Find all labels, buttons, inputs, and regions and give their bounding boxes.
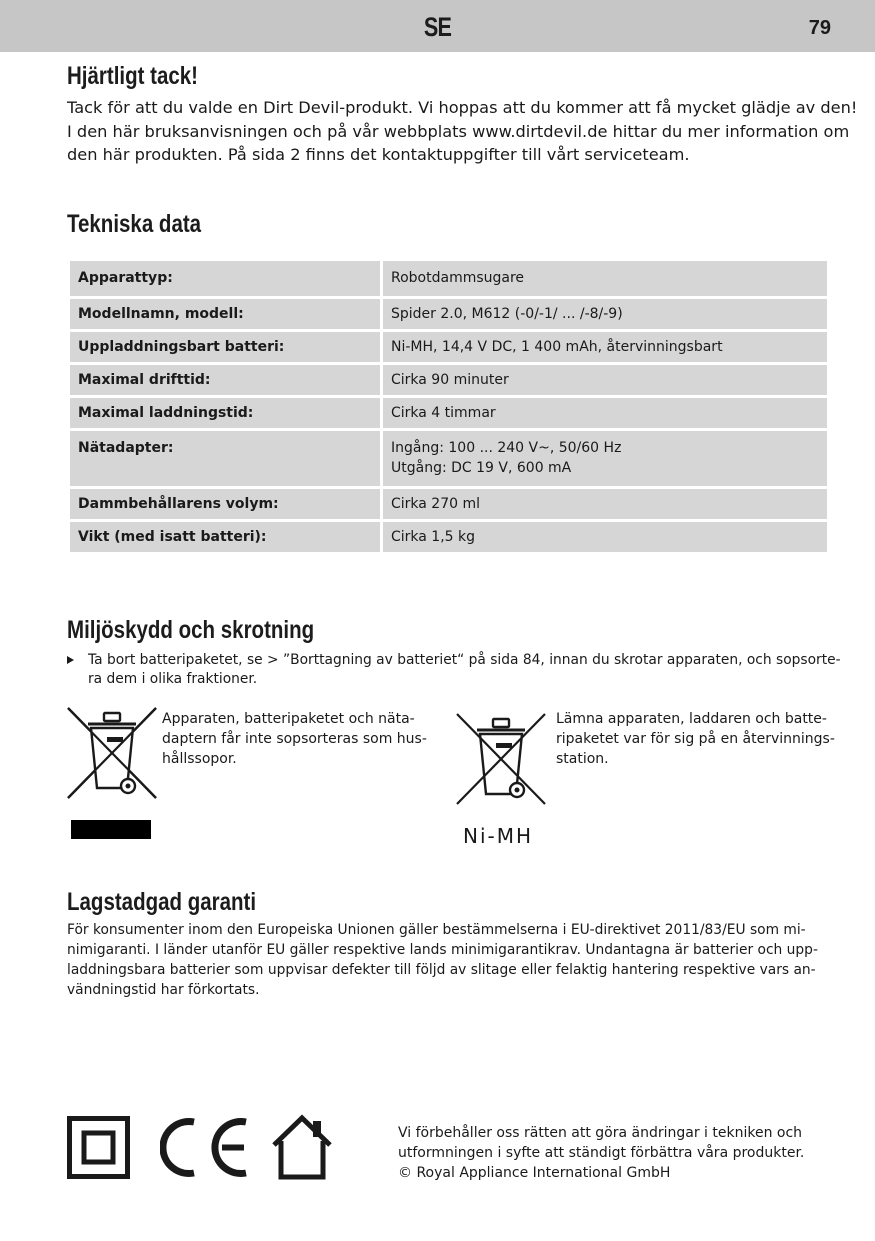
notice-line: Apparaten, batteripaketet och näta- <box>162 711 415 727</box>
thanks-line: Tack för att du valde en Dirt Devil-produkt. Vi hoppas att du kommer att få mycket glädje av den! <box>67 98 858 117</box>
spec-row <box>70 299 827 329</box>
spec-value-line: Cirka 4 timmar <box>391 405 496 421</box>
double-insulation-icon <box>67 1116 130 1179</box>
spec-value-line: Utgång: DC 19 V, 600 mA <box>391 460 572 476</box>
language-code: SE <box>423 12 452 42</box>
spec-label: Maximal drifttid: <box>70 365 380 395</box>
spec-row <box>70 332 827 362</box>
ce-mark-icon <box>160 1116 252 1179</box>
footer-line: utformningen i syfte att ständigt förbättra våra produkter. <box>398 1145 805 1161</box>
right-disposal-notice <box>556 709 835 769</box>
spec-label: Uppladdningsbart batteri: <box>70 332 380 362</box>
spec-value <box>383 261 827 296</box>
spec-value-line: Spider 2.0, M612 (-0/-1/ ... /-8/-9) <box>391 306 623 322</box>
technical-data-table <box>67 258 830 555</box>
crossed-out-battery-bin-icon <box>455 712 547 806</box>
spec-value <box>383 431 827 486</box>
spec-value <box>383 299 827 329</box>
notice-line: station. <box>556 751 609 767</box>
spec-value <box>383 522 827 552</box>
spec-label: Dammbehållarens volym: <box>70 489 380 519</box>
notice-line: hållssopor. <box>162 751 237 767</box>
environment-heading: Miljöskydd och skrotning <box>67 616 315 644</box>
thanks-text <box>67 96 858 167</box>
page-number: 79 <box>808 17 831 39</box>
spec-value-line: Ni-MH, 14,4 V DC, 1 400 mAh, återvinningsbart <box>391 339 723 355</box>
guarantee-line: nimigaranti. I länder utanför EU gäller respektive lands minimigarantikrav. Undantagna är batterier och upp- <box>67 942 818 958</box>
spec-label: Nätadapter: <box>70 431 380 486</box>
footer-line: Vi förbehåller oss rätten att göra ändringar i tekniken och <box>398 1125 803 1141</box>
spec-value-line: Robotdammsugare <box>391 270 525 286</box>
disposal-line: Ta bort batteripaketet, se > ”Borttagning av batteriet“ på sida 84, innan du skrotar apparaten, och sopsorte- <box>88 652 841 668</box>
spec-value <box>383 398 827 428</box>
indoor-use-house-icon <box>268 1113 336 1181</box>
guarantee-heading: Lagstadgad garanti <box>67 888 257 916</box>
thanks-line: I den här bruksanvisningen och på vår webbplats www.dirtdevil.de hittar du mer information om <box>67 121 850 141</box>
thanks-heading: Hjärtligt tack! <box>67 62 199 90</box>
guarantee-text <box>67 920 837 1000</box>
spec-row <box>70 522 827 552</box>
guarantee-line: vändningstid har förkortats. <box>67 982 260 998</box>
notice-line: ripaketet var för sig på en återvinnings- <box>556 731 835 747</box>
battery-chemistry-label: Ni-MH <box>463 824 534 848</box>
spec-row <box>70 489 827 519</box>
spec-value-line: Cirka 90 minuter <box>391 372 509 388</box>
bullet-arrow-icon <box>67 656 74 664</box>
spec-label: Maximal laddningstid: <box>70 398 380 428</box>
spec-row <box>70 431 827 486</box>
disposal-line: ra dem i olika fraktioner. <box>88 671 258 687</box>
spec-row <box>70 365 827 395</box>
spec-value-line: Cirka 270 ml <box>391 496 481 512</box>
spec-value <box>383 365 827 395</box>
separate-collection-bar <box>71 820 151 839</box>
crossed-out-wheelie-bin-icon <box>66 706 158 800</box>
notice-line: daptern får inte sopsorteras som hus- <box>162 731 427 747</box>
header-bar <box>0 0 875 52</box>
spec-row <box>70 398 827 428</box>
notice-line: Lämna apparaten, laddaren och batte- <box>556 711 827 727</box>
thanks-line: den här produkten. På sida 2 finns det kontaktuppgifter till vårt serviceteam. <box>67 145 690 164</box>
guarantee-line: laddningsbara batterier som uppvisar defekter till följd av slitage eller felaktig hantering respektive vars an- <box>67 962 816 978</box>
spec-value <box>383 332 827 362</box>
spec-label: Apparattyp: <box>70 261 380 296</box>
guarantee-line: För konsumenter inom den Europeiska Unionen gäller bestämmelserna i EU-direktivet 2011/83/EU som mi- <box>67 922 806 938</box>
technical-heading: Tekniska data <box>67 210 202 238</box>
spec-value-line: Ingång: 100 ... 240 V~, 50/60 Hz <box>391 440 622 456</box>
spec-value-line: Cirka 1,5 kg <box>391 529 476 545</box>
spec-value <box>383 489 827 519</box>
spec-label: Vikt (med isatt batteri): <box>70 522 380 552</box>
left-disposal-notice <box>162 709 427 769</box>
spec-row <box>70 261 827 296</box>
spec-label: Modellnamn, modell: <box>70 299 380 329</box>
footer-disclaimer <box>398 1123 804 1183</box>
disposal-instruction <box>67 651 841 689</box>
footer-line: © Royal Appliance International GmbH <box>398 1165 671 1181</box>
